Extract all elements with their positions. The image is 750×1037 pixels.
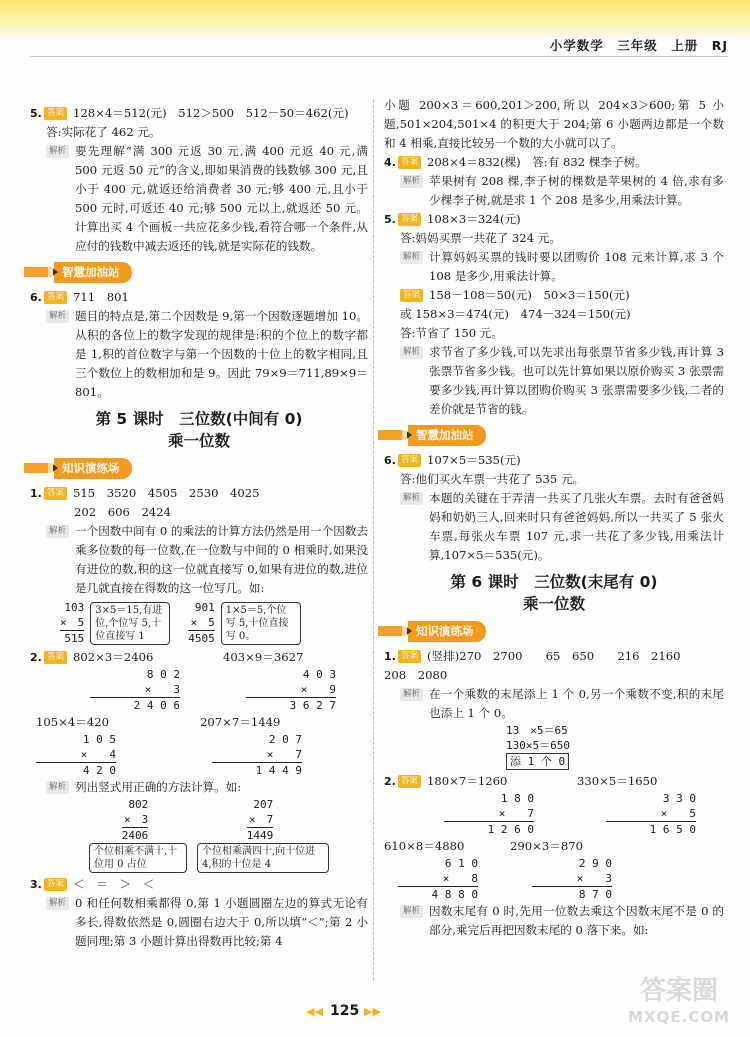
lesson-subtitle: 乘一位数 <box>167 432 230 450</box>
analysis-row <box>384 248 724 286</box>
calc-line: 207 <box>253 798 274 811</box>
question-number: 6. <box>384 454 396 467</box>
vertical-calc <box>246 667 336 713</box>
demo-line: 130×5＝650 <box>506 739 570 752</box>
analysis-row <box>30 778 368 797</box>
question-number: 1. <box>384 650 396 663</box>
calc-line: × 9 <box>246 682 336 698</box>
question-number: 2. <box>384 775 396 788</box>
running-header: 小学数学 三年级 上册 RJ <box>549 38 728 53</box>
calc-line: 103 <box>64 601 85 614</box>
demo-line: 13 ×5＝65 <box>506 724 568 737</box>
vertical-calc <box>212 732 302 778</box>
calc-line: × 8 <box>398 871 478 887</box>
analysis-row <box>30 307 368 402</box>
calc-line: × 5 <box>606 806 696 822</box>
analysis-text: 一个因数中间有 0 的乘法的计算方法仍然是用一个因数去乘多位数的每一位数,在一位数与中间的 0 相乘时,如果没有进位的数,积的这一位就直接写 0,如果有进位的数,进位是几就直接在得数的这一位写几。如: <box>75 524 369 595</box>
answer-text: 515 3520 4505 2530 4025 <box>73 486 260 500</box>
vertical-pair <box>384 791 724 837</box>
answer-text: 答:实际花了 462 元。 <box>46 125 161 139</box>
answer-text: 711 801 <box>73 290 129 304</box>
analysis-tag: 解析 <box>400 688 423 701</box>
left-column <box>30 104 368 951</box>
vertical-calc <box>90 667 180 713</box>
column-divider <box>373 100 374 980</box>
answer-text: (竖排)270 2700 65 650 216 2160 <box>427 649 681 663</box>
top-color-band <box>0 0 750 40</box>
calc-line: 4 2 0 <box>82 764 116 777</box>
analysis-tag: 解析 <box>46 897 69 910</box>
calc-line: × 7 <box>247 812 274 828</box>
answer-row <box>384 286 724 305</box>
vertical-calc <box>398 856 478 902</box>
calc-line: × 7 <box>444 806 534 822</box>
analysis-text: 题目的特点是,第二个因数是 9,第一个因数逐题增加 10。从积的各位上的数字发现的规律是:积的个位上的数字都是 1,积的首位数字与第一个因数的十位上的数字相同,且三个数位上的数相加和是 9。因此 79×9＝711,89×9＝801。 <box>75 309 368 399</box>
answer-tag: 答案 <box>398 650 421 663</box>
lesson-title <box>384 571 724 615</box>
answer-text: 208 2080 <box>384 668 448 682</box>
note-box: 个位相乘满四十,向十位进 4,积的十位是 4 <box>197 843 329 873</box>
watermark-url: MXQE.COM <box>628 1008 730 1026</box>
example-row <box>30 797 368 873</box>
vertical-calc <box>606 791 696 837</box>
pencil-icon <box>378 626 412 636</box>
calc-line: × 5 <box>60 616 85 629</box>
answer-text: 128×4＝512(元) 512＞500 512－50＝462(元) <box>73 106 349 120</box>
section-banner <box>378 425 724 445</box>
right-column <box>384 96 724 940</box>
lesson-title-line: 第 6 课时 三位数(末尾有 0) <box>450 573 658 591</box>
q6-answer-row <box>30 288 368 307</box>
equation: 330×5＝1650 <box>577 774 658 788</box>
vertical-calc <box>188 600 215 646</box>
banner-label: 智慧加油站 <box>54 262 132 283</box>
question-number: 2. <box>30 651 42 664</box>
answer-text: 107×5＝535(元) <box>427 453 521 467</box>
analysis-row <box>30 522 368 598</box>
vertical-calc <box>36 732 116 778</box>
calc-line: 802 <box>128 798 149 811</box>
analysis-tag: 解析 <box>400 251 423 264</box>
section-banner <box>24 262 368 282</box>
analysis-text: 因数末尾有 0 时,先用一位数去乘这个因数末尾不是 0 的部分,乘完后再把因数末尾的 0 落下来。如: <box>429 904 724 937</box>
analysis-tag: 解析 <box>400 492 423 505</box>
equation-row <box>30 713 368 732</box>
equation: 802×3＝2406 <box>73 650 154 664</box>
answer-text: 答:节省了 150 元。 <box>400 326 503 340</box>
equation: 403×9＝3627 <box>223 650 304 664</box>
k2-answer-row <box>30 648 368 667</box>
calc-line: 6 1 0 <box>444 857 478 870</box>
calc-line: × 3 <box>532 871 612 887</box>
analysis-row <box>384 902 724 940</box>
vertical-calc <box>122 797 149 843</box>
analysis-tag: 解析 <box>46 781 69 794</box>
calc-line: 1 6 5 0 <box>649 823 696 836</box>
watermark-line: 答案圈 <box>640 976 719 1006</box>
calc-line: 2 9 0 <box>578 857 612 870</box>
note-box: 个位相乘不满十,十位用 0 占位 <box>89 843 187 873</box>
calc-line: 3 6 2 7 <box>289 699 336 712</box>
calc-line: 4 8 8 0 <box>431 888 478 901</box>
analysis-row <box>384 343 724 419</box>
answer-tag: 答案 <box>44 107 67 120</box>
answer-text: 答:他们买火车票一共花了 535 元。 <box>400 472 585 486</box>
calc-line: 1 4 4 9 <box>255 764 302 777</box>
q4-answer-row <box>384 153 724 172</box>
analysis-text: 苹果树有 208 棵,李子树的棵数是苹果树的 4 倍,求有多少棵李子树,就是求 1 个 208 是多少,用乘法计算。 <box>429 174 724 207</box>
analysis-text: 0 和任何数相乘都得 0,第 1 小题圆圈左边的算式无论有多长,得数依然是 0,圆圈右边大于 0,所以填“＜”;第 2 小题同理;第 3 小题计算出得数再比较;第 4 <box>75 896 368 948</box>
answer-text: 108×3＝324(元) <box>427 212 521 226</box>
analysis-tag: 解析 <box>400 175 423 188</box>
k1-answer-row <box>384 647 724 666</box>
calc-line: 4505 <box>188 632 215 645</box>
example-right <box>198 797 328 873</box>
calc-line: 2406 <box>121 829 149 842</box>
analysis-text: 列出竖式用正确的方法计算。如: <box>75 780 242 794</box>
calc-line: 2 0 7 <box>268 733 302 746</box>
lesson-title <box>30 408 368 452</box>
vertical-pair <box>30 667 368 713</box>
vertical-calc <box>60 600 84 646</box>
answer-tag: 答案 <box>44 878 67 891</box>
demo-note: 添 1 个 0 <box>506 753 569 770</box>
answer-tag: 答案 <box>44 651 67 664</box>
k1-answer-row <box>30 484 368 503</box>
question-number: 6. <box>30 291 42 304</box>
equation: 180×7＝1260 <box>427 774 508 788</box>
calc-line: 1449 <box>246 829 274 842</box>
answer-text: 答:妈妈买票一共花了 324 元。 <box>400 231 561 245</box>
analysis-row <box>30 142 368 256</box>
answer-tag: 答案 <box>44 487 67 500</box>
equation: 290×3＝870 <box>510 839 583 853</box>
answer-tag: 答案 <box>398 156 421 169</box>
analysis-text: 要先理解“满 300 元返 30 元,满 400 元返 40 元,满 500 元返 50 元”的含义,即如果消费的钱数够 300 元,且小于 400 元,就返还给消费者 30 元;够 400 元,且小于 500 元时,可返还 40 元;够 500 元以上,就返还 50 元。计算出买 4 个画板一共应花多少钱,看符合哪一个条件,从应付的钱数中减去返还的钱,就是实际花的钱数。 <box>75 144 368 253</box>
note-box: 1×5＝5,个位写 5,十位直接写 0。 <box>221 602 301 645</box>
answer-text: 208×4＝832(棵) 答:有 832 棵李子树。 <box>427 155 647 169</box>
vertical-calc <box>532 856 612 902</box>
calc-line: 2 4 0 6 <box>133 699 180 712</box>
analysis-tag: 解析 <box>400 905 423 918</box>
question-number: 1. <box>30 487 42 500</box>
calc-line: 1 2 6 0 <box>487 823 534 836</box>
calc-line: 1 8 0 <box>500 792 534 805</box>
analysis-tag: 解析 <box>46 525 69 538</box>
calc-line: × 7 <box>212 747 302 763</box>
prev-arrow-icon: ◀◀ <box>306 1005 323 1018</box>
analysis-tag: 解析 <box>46 145 69 158</box>
lesson-subtitle: 乘一位数 <box>522 595 585 613</box>
pencil-icon <box>24 463 58 473</box>
watermark <box>628 978 730 1030</box>
answer-text: 202 606 2424 <box>74 505 171 519</box>
calc-line: 8 7 0 <box>578 888 612 901</box>
analysis-row <box>384 685 724 723</box>
question-number: 5. <box>384 213 396 226</box>
calc-line: 1 0 5 <box>82 733 116 746</box>
vertical-calc <box>444 791 534 837</box>
answer-text: ＜ ＝ ＞ ＜ <box>73 877 155 891</box>
analysis-text: 本题的关键在于弄清一共买了几张火车票。去时有爸爸妈妈和奶奶三人,回来时只有爸爸妈妈,所以一共买了 5 张火车票,每张火车票 107 元,求一共花了多少钱,用乘法计算,107×5＝535(元)。 <box>429 491 724 562</box>
k2-answer-row <box>384 772 724 791</box>
equation-row <box>384 837 724 856</box>
analysis-row <box>384 172 724 210</box>
analysis-tag: 解析 <box>46 310 69 323</box>
answer-tag: 答案 <box>398 213 421 226</box>
q6-answer-row <box>384 451 724 470</box>
answer-tag: 答案 <box>398 775 421 788</box>
calc-line: 4 0 3 <box>302 668 336 681</box>
banner-label: 知识演练场 <box>54 458 132 479</box>
q5-answer-row <box>384 210 724 229</box>
k3-answer-row <box>30 875 368 894</box>
note-box: 3×5＝15,有进位,个位写 5,十位直接写 1 <box>90 602 170 645</box>
analysis-text: 计算妈妈买票的钱时要以团购价 108 元来计算,求 3 个 108 是多少,用乘法计算。 <box>429 250 724 283</box>
continued-text: 小题 200×3＝600,201＞200,所以 204×3＞600;第 5 小题,501×204,501×4 的积更大于 204;第 6 小题两边都是一个数和 4 相乘,直接比较另一个数的大小就可以了。 <box>384 98 724 150</box>
answer-tag: 答案 <box>400 289 423 302</box>
calc-line: 8 0 2 <box>146 668 180 681</box>
equation: 610×8＝4880 <box>384 839 465 853</box>
analysis-row <box>30 894 368 951</box>
calc-line: × 5 <box>188 615 215 631</box>
vertical-calc <box>247 797 274 843</box>
vertical-pair <box>30 732 368 778</box>
zero-demo <box>384 723 724 770</box>
answer-tag: 答案 <box>398 454 421 467</box>
question-number: 5. <box>30 107 42 120</box>
page-number: 125 <box>330 1003 360 1019</box>
pencil-icon <box>24 267 58 277</box>
next-arrow-icon: ▶▶ <box>364 1005 381 1018</box>
analysis-row <box>384 489 724 565</box>
q5-answer-row <box>30 104 368 123</box>
lesson-title-line: 第 5 课时 三位数(中间有 0) <box>95 410 303 428</box>
banner-label: 智慧加油站 <box>408 425 486 446</box>
banner-label: 知识演练场 <box>408 621 486 642</box>
vertical-pair <box>384 856 724 902</box>
example-left <box>88 797 188 873</box>
calc-line: 3 3 0 <box>662 792 696 805</box>
section-banner <box>24 458 368 478</box>
answer-text: 或 158×3＝474(元) 474－324＝150(元) <box>400 307 631 321</box>
example-row <box>30 600 368 646</box>
calc-line: × 3 <box>90 682 180 698</box>
calc-line: × 3 <box>122 812 149 828</box>
header-rule <box>30 56 728 57</box>
equation: 105×4＝420 <box>36 715 109 729</box>
pencil-icon <box>378 430 412 440</box>
calc-line: × 4 <box>36 747 116 763</box>
answer-text: 158－108＝50(元) 50×3＝150(元) <box>429 288 630 302</box>
calc-line: 515 <box>64 632 85 645</box>
analysis-tag: 解析 <box>400 346 423 359</box>
equation: 207×7＝1449 <box>200 715 281 729</box>
section-banner <box>378 621 724 641</box>
question-number: 4. <box>384 156 396 169</box>
analysis-text: 在一个乘数的末尾添上 1 个 0,另一个乘数不变,积的末尾也添上 1 个 0。 <box>429 687 724 720</box>
calc-line: 901 <box>194 601 215 614</box>
answer-tag: 答案 <box>44 291 67 304</box>
analysis-text: 求节省了多少钱,可以先求出每张票节省多少钱,再计算 3 张票节省多少钱。也可以先计算如果以原价购买 3 张票需要多少钱,再计算以团购价购买 3 张票需要多少钱,二者的差价就是节省的钱。 <box>429 345 724 416</box>
question-number: 3. <box>30 878 42 891</box>
